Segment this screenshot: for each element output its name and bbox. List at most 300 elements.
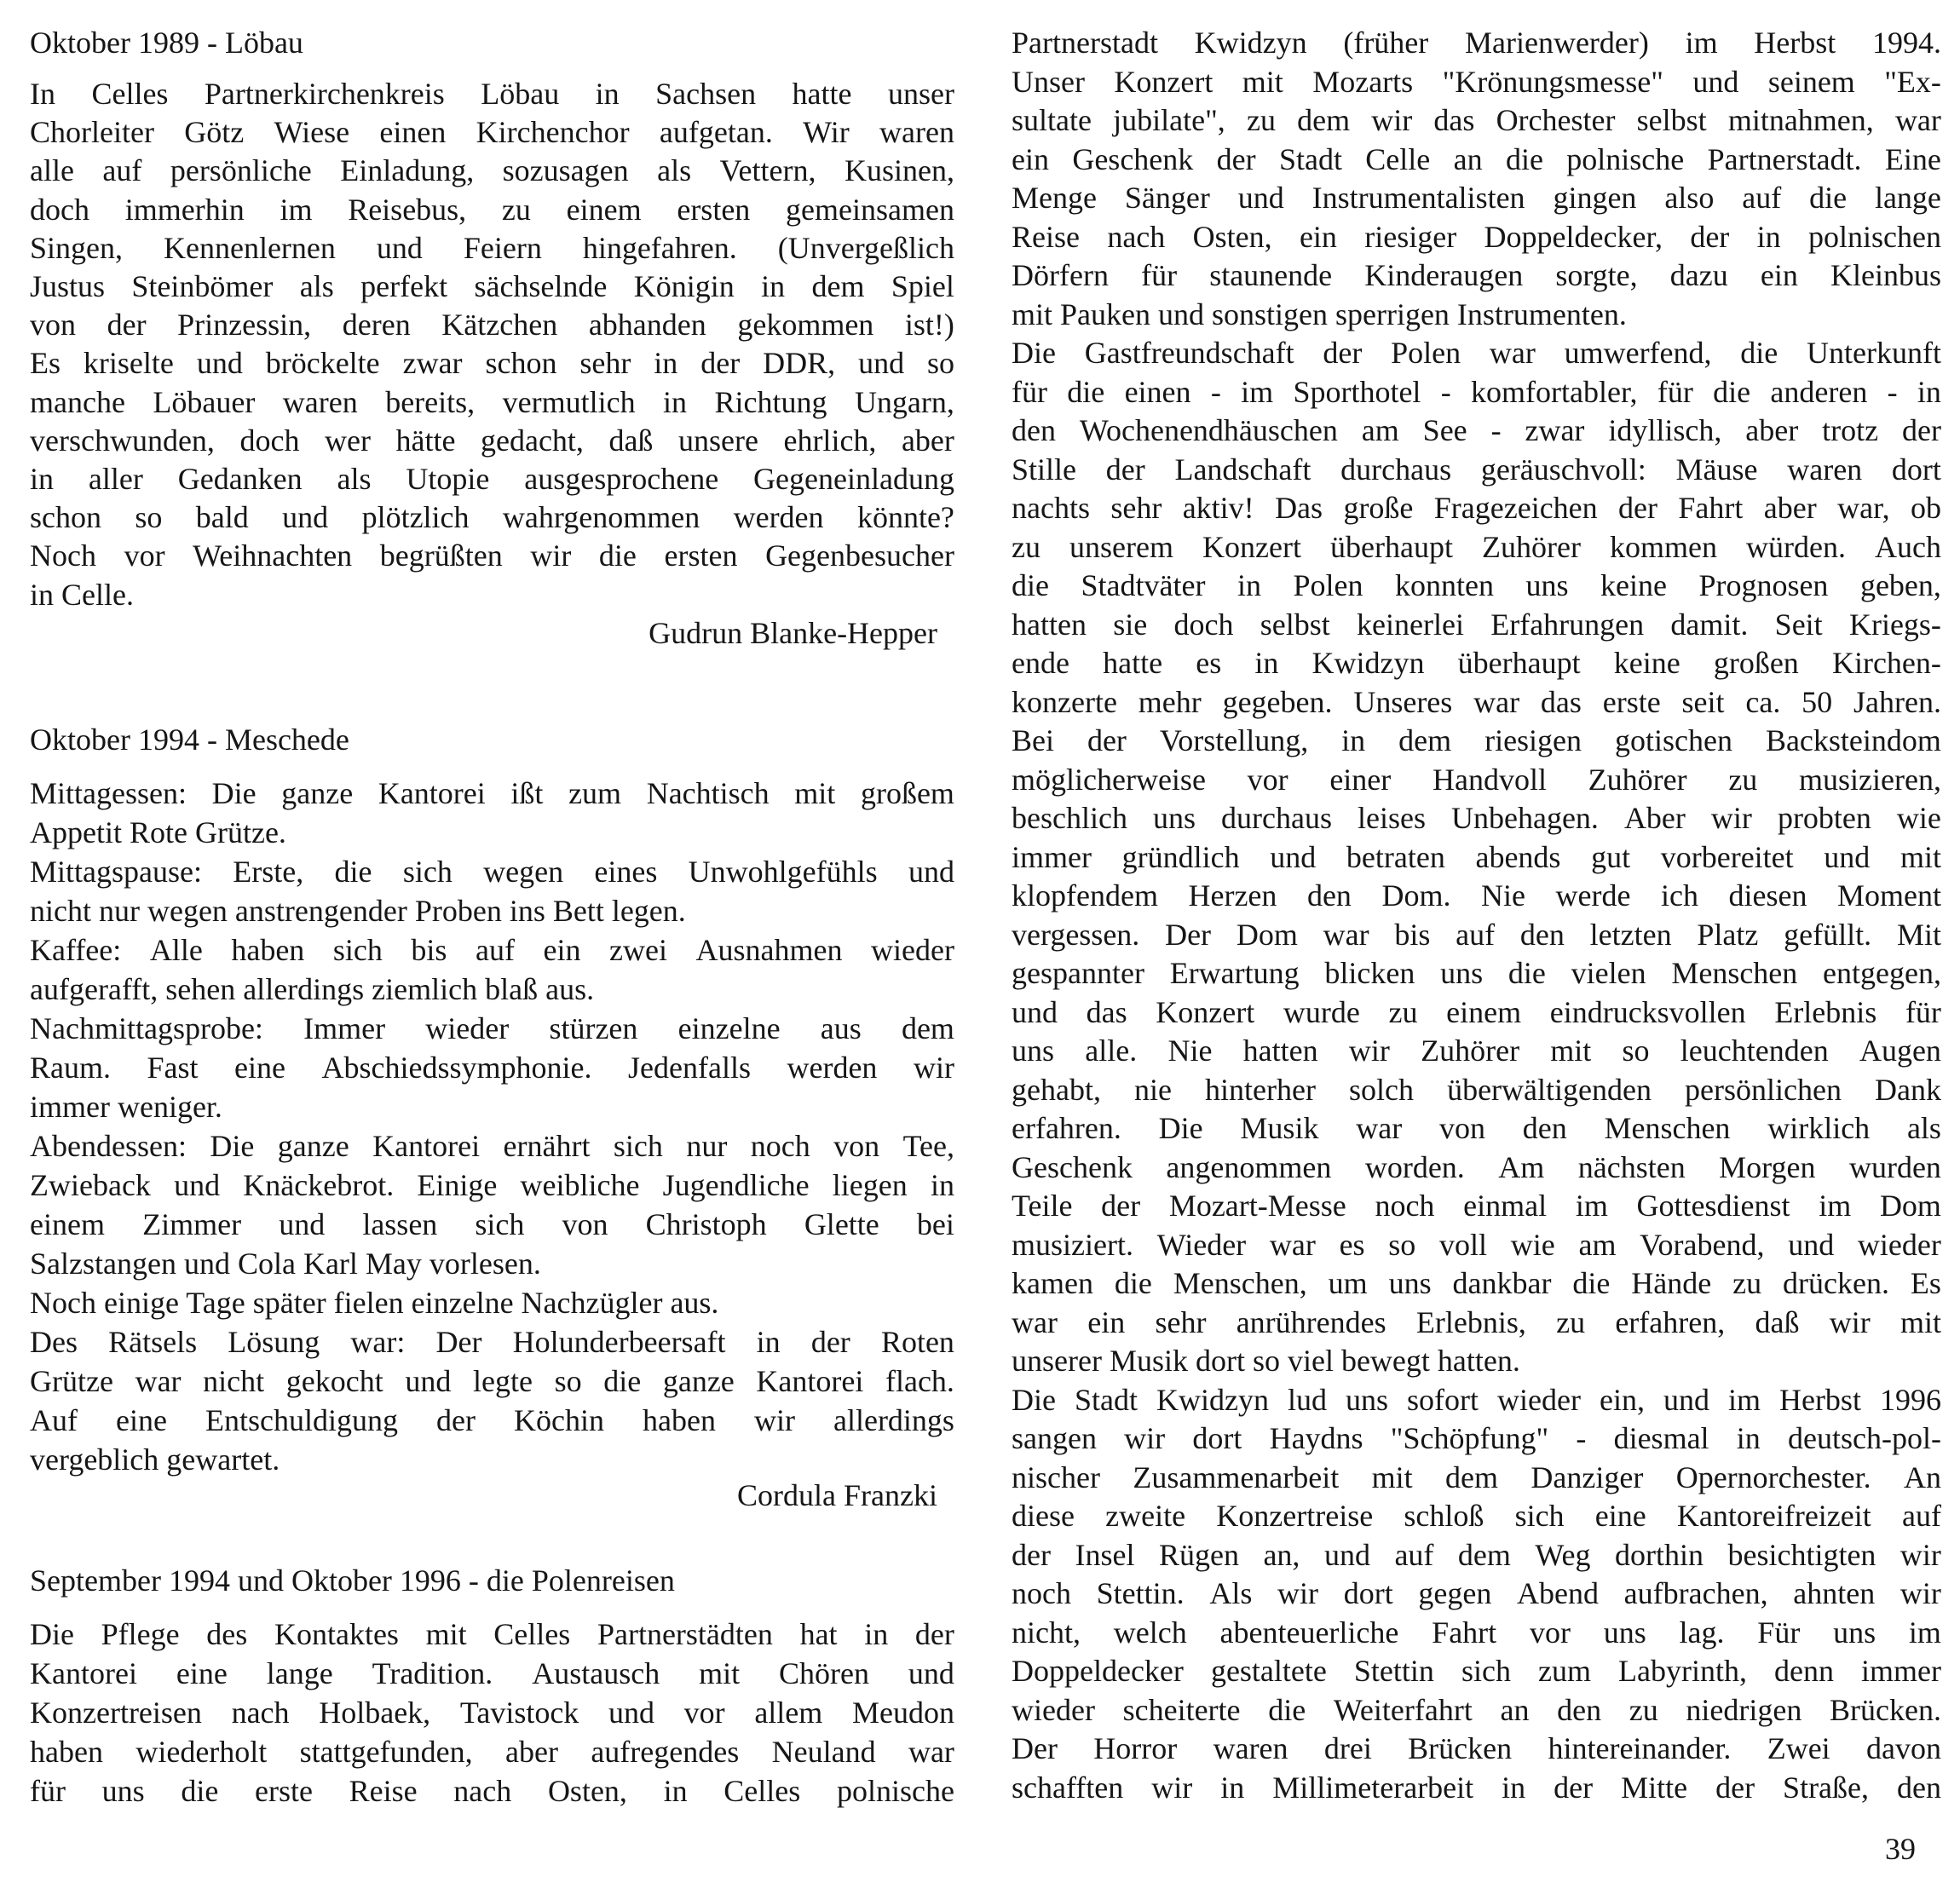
word: in	[1220, 1770, 1245, 1805]
word: im	[1727, 1383, 1761, 1417]
word: von	[833, 1129, 880, 1163]
word: Der	[435, 1325, 482, 1359]
word: Dörfern	[1012, 258, 1109, 292]
word: voll	[1439, 1228, 1488, 1262]
word: zum	[568, 776, 622, 810]
word: trotz	[1822, 413, 1879, 447]
word: an	[1500, 1693, 1530, 1727]
word: dort	[1343, 1576, 1393, 1610]
word: und	[376, 231, 423, 265]
body-text-line	[1012, 954, 1941, 993]
body-text-line	[1012, 838, 1941, 877]
word: Erwartung	[1169, 956, 1300, 990]
word: als	[337, 462, 372, 496]
body-text-line	[30, 229, 954, 268]
word: ein	[1012, 142, 1049, 176]
body-text-line	[1012, 1264, 1941, 1303]
word: Abend	[1517, 1576, 1599, 1610]
word: hätte	[395, 423, 456, 458]
word: nischer	[1012, 1460, 1100, 1494]
word: und	[1824, 840, 1871, 874]
word: Sachsen	[655, 77, 757, 111]
word: Opernorchester.	[1675, 1460, 1871, 1494]
word: Reise	[1012, 220, 1080, 254]
word: so	[1388, 1228, 1416, 1262]
word: flach.	[885, 1364, 954, 1398]
word: Menge	[1012, 181, 1097, 215]
word: einer	[1329, 763, 1392, 797]
word: die	[334, 855, 372, 889]
word: schloß	[1404, 1499, 1484, 1533]
word: also	[1664, 181, 1715, 215]
word: und	[174, 1168, 221, 1202]
word: nach	[453, 1774, 512, 1808]
word: sangen	[1012, 1421, 1097, 1455]
word: Die	[210, 1129, 255, 1163]
word: Einige	[417, 1168, 498, 1202]
word: 50	[1801, 685, 1833, 719]
word: auf	[1742, 181, 1782, 215]
word: jubilate",	[1113, 103, 1225, 137]
author-signature: Gudrun Blanke-Hepper	[649, 616, 937, 650]
word: Am	[1498, 1150, 1545, 1184]
word: der	[1690, 220, 1730, 254]
word: Mittagessen:	[30, 776, 187, 810]
word: doch	[239, 423, 300, 458]
word: nur	[686, 1129, 728, 1163]
word: Danziger	[1531, 1460, 1644, 1494]
word: Tradition.	[372, 1656, 493, 1690]
word: in	[663, 1774, 688, 1808]
word: uns	[101, 1774, 145, 1808]
word: nachts	[1012, 491, 1090, 525]
word: Partnerstadt	[1012, 26, 1158, 60]
body-text-line	[1012, 24, 1941, 62]
word: leuchtenden	[1680, 1034, 1829, 1068]
word: sehr	[1110, 491, 1162, 525]
word: uns	[1440, 956, 1484, 990]
word: so	[926, 346, 954, 380]
word: mit	[699, 1656, 741, 1690]
word: im	[1241, 375, 1274, 409]
word: nicht,	[1012, 1615, 1081, 1650]
word: wir	[1899, 1538, 1941, 1572]
word: auf	[475, 933, 515, 967]
word: "Ex-	[1884, 65, 1941, 99]
word: immerhin	[124, 193, 245, 227]
word: Hände	[1631, 1266, 1712, 1300]
word: Teile	[1012, 1189, 1073, 1223]
word: Moment	[1837, 878, 1941, 913]
body-text-line: in Celle.	[30, 578, 134, 612]
word: dort	[1192, 1421, 1242, 1455]
word: gut	[1591, 840, 1631, 874]
word: die	[598, 538, 637, 573]
word: ehrlich,	[783, 423, 877, 458]
word: in	[1341, 723, 1366, 757]
word: um	[1328, 1266, 1368, 1300]
word: könnte?	[856, 500, 954, 534]
word: damit.	[1670, 607, 1749, 642]
word: aller	[88, 462, 143, 496]
word: hatten	[1242, 1034, 1318, 1068]
word: Gottesdienst	[1636, 1189, 1790, 1223]
word: seinem	[1767, 65, 1855, 99]
word: dazu	[1669, 258, 1728, 292]
word: Kantorei	[30, 1656, 137, 1690]
word: in	[1502, 1770, 1526, 1805]
word: ganze	[277, 1129, 349, 1163]
word: aufgetan.	[659, 115, 773, 149]
word: zu	[501, 193, 531, 227]
word: Erlebnis	[1774, 995, 1877, 1029]
body-text-line	[1012, 606, 1941, 644]
word: Steinbömer	[131, 269, 274, 303]
word: ein	[1087, 1305, 1126, 1339]
word: sultate	[1012, 103, 1092, 137]
word: gründlich	[1121, 840, 1240, 874]
word: der	[1105, 452, 1145, 487]
body-text-line	[1012, 373, 1941, 412]
word: ca.	[1745, 685, 1781, 719]
body-text-line	[1012, 1575, 1941, 1613]
word: von	[1438, 1111, 1485, 1145]
word: die	[1114, 1266, 1152, 1300]
word: mit	[1899, 1305, 1941, 1339]
word: Erlebnis,	[1415, 1305, 1526, 1339]
word: und	[608, 1696, 654, 1730]
body-text-line	[30, 1694, 954, 1732]
word: Das	[1275, 491, 1323, 525]
word: im	[1908, 1615, 1941, 1650]
word: Mittagspause:	[30, 855, 202, 889]
word: nie	[1134, 1073, 1172, 1107]
word: welch	[1113, 1615, 1187, 1650]
word: sich	[1461, 1654, 1511, 1688]
word: mit	[1550, 1034, 1592, 1068]
word: im	[1685, 26, 1718, 60]
word: war	[908, 1735, 954, 1769]
author-signature: Cordula Franzki	[737, 1478, 937, 1512]
word: zu	[1388, 995, 1418, 1029]
body-text-line	[1012, 63, 1941, 101]
word: ein	[1299, 220, 1337, 254]
word: -	[1576, 1421, 1587, 1455]
word: gekommen	[737, 308, 874, 342]
word: Jedenfalls	[628, 1051, 751, 1085]
word: diesmal	[1613, 1421, 1709, 1455]
word: und	[1323, 1538, 1370, 1572]
word: der	[107, 308, 147, 342]
word: im	[1819, 1189, 1852, 1223]
word: deren	[342, 308, 411, 342]
word: Zwieback	[30, 1168, 151, 1202]
word: wir	[1899, 1576, 1941, 1610]
word: überhaupt	[1457, 646, 1581, 680]
word: sich	[613, 1129, 663, 1163]
word: geräuschvoll:	[1480, 452, 1646, 487]
word: bis	[1394, 918, 1431, 952]
word: Zuhörer	[1588, 763, 1687, 797]
word: daß	[608, 423, 654, 458]
word: Fast	[147, 1051, 199, 1085]
word: Doppeldecker	[1012, 1654, 1184, 1688]
word: sich	[475, 1207, 525, 1241]
word: Utopie	[406, 462, 490, 496]
word: Dank	[1875, 1073, 1941, 1107]
word: bei	[916, 1207, 954, 1241]
word: zwar	[1525, 413, 1585, 447]
word: hat	[799, 1617, 838, 1651]
word: Stettin	[1353, 1654, 1434, 1688]
word: Haydns	[1269, 1421, 1363, 1455]
word: der	[1554, 1770, 1594, 1805]
word: "Krönungsmesse"	[1442, 65, 1663, 99]
body-text-line	[1012, 1614, 1941, 1652]
word: kriselte	[83, 346, 174, 380]
word: Justus	[30, 269, 106, 303]
word: dorthin	[1614, 1538, 1703, 1572]
word: Abschiedssymphonie.	[321, 1051, 592, 1085]
word: war	[1894, 103, 1941, 137]
body-text-line	[30, 1166, 954, 1205]
word: einen	[379, 115, 447, 149]
word: Dom	[1236, 918, 1298, 952]
word: abhanden	[588, 308, 706, 342]
body-text-line	[1012, 1497, 1941, 1535]
word: ißt	[510, 776, 544, 810]
body-text-line	[30, 774, 954, 813]
word: weibliche	[520, 1168, 640, 1202]
word: Fahrt	[1678, 491, 1744, 525]
word: wieder	[1012, 1693, 1095, 1727]
word: der	[700, 346, 741, 380]
word: Tavistock	[459, 1696, 579, 1730]
word: dort	[1891, 452, 1941, 487]
word: aufbrachen,	[1623, 1576, 1768, 1610]
word: Kleinbus	[1830, 258, 1941, 292]
body-text-line	[1012, 334, 1941, 372]
word: in	[1736, 1421, 1761, 1455]
word: ein,	[1599, 1383, 1645, 1417]
body-text-line	[1012, 1032, 1941, 1070]
word: Fahrt	[1432, 1615, 1497, 1650]
word: deutsch-pol-	[1787, 1421, 1941, 1455]
body-text-line	[1012, 683, 1941, 722]
word: Chorleiter	[30, 115, 154, 149]
word: geben,	[1859, 568, 1941, 602]
word: Lösung	[228, 1325, 320, 1359]
word: Für	[1757, 1615, 1801, 1650]
word: Konzert	[1114, 65, 1213, 99]
word: werden	[787, 1051, 878, 1085]
word: wir	[530, 538, 572, 573]
word: Geschenk	[1072, 142, 1194, 176]
word: Auf	[30, 1403, 78, 1437]
word: Jahren.	[1853, 685, 1941, 719]
word: Musik	[1240, 1111, 1319, 1145]
word: Mitte	[1621, 1770, 1688, 1805]
word: gemeinsamen	[786, 193, 954, 227]
word: besichtigten	[1727, 1538, 1876, 1572]
word: ob	[1911, 491, 1941, 525]
word: Kirchen-	[1831, 646, 1941, 680]
word: von	[30, 308, 76, 342]
word: die	[1809, 181, 1848, 215]
word: Marienwerder)	[1464, 26, 1649, 60]
word: 1994.	[1871, 26, 1941, 60]
word: in	[30, 462, 55, 496]
word: ganze	[662, 1364, 735, 1398]
word: Kätzchen	[441, 308, 558, 342]
word: und	[279, 1207, 326, 1241]
word: würden.	[1745, 530, 1846, 564]
word: in	[864, 1617, 889, 1651]
word: den	[1306, 878, 1352, 913]
body-text-line	[30, 537, 954, 575]
word: Erfahrungen	[1490, 607, 1645, 642]
body-text-line	[30, 268, 954, 306]
body-text-line	[1012, 1381, 1941, 1419]
word: durchaus	[1340, 452, 1452, 487]
word: Unser	[1012, 65, 1085, 99]
word: war	[135, 1364, 182, 1398]
word: einem	[30, 1207, 105, 1241]
word: aktiv!	[1182, 491, 1254, 525]
word: ist!)	[904, 308, 954, 342]
word: im	[1575, 1189, 1608, 1223]
word: wir	[1151, 1770, 1193, 1805]
word: Glette	[804, 1207, 879, 1241]
page-number: 39	[1885, 1832, 1916, 1866]
word: und	[1012, 995, 1058, 1029]
body-text-line	[1012, 1149, 1941, 1187]
word: mitnahmen,	[1727, 103, 1874, 137]
body-text-line: Salzstangen und Cola Karl May vorlesen.	[30, 1247, 541, 1281]
word: von	[562, 1207, 608, 1241]
word: gingen	[1553, 181, 1637, 215]
word: Stille	[1012, 452, 1077, 487]
body-text-line	[1012, 1536, 1941, 1575]
word: als	[657, 153, 692, 187]
word: Die	[1012, 1383, 1056, 1417]
word: eine	[116, 1403, 167, 1437]
body-text-line	[1012, 528, 1941, 567]
word: Platz	[1697, 918, 1759, 952]
word: wir	[1829, 1305, 1871, 1339]
word: war	[1323, 918, 1369, 952]
word: doch	[30, 193, 89, 227]
word: haben	[231, 933, 305, 967]
word: blicken	[1324, 956, 1415, 990]
word: der	[914, 1617, 954, 1651]
section-heading: Oktober 1989 - Löbau	[30, 26, 303, 60]
body-text-line	[30, 1206, 954, 1244]
word: Jugendliche	[662, 1168, 810, 1202]
word: den	[1012, 413, 1056, 447]
word: idyllisch,	[1608, 413, 1722, 447]
word: solch	[1349, 1073, 1415, 1107]
word: Unbehagen.	[1450, 801, 1599, 835]
word: uns	[1012, 1034, 1055, 1068]
word: Nie	[1480, 878, 1525, 913]
word: sächselnde	[474, 269, 608, 303]
word: (früher	[1343, 26, 1429, 60]
word: lud	[1287, 1383, 1327, 1417]
word: großem	[860, 776, 954, 810]
word: konzerte	[1012, 685, 1117, 719]
word: -	[1490, 413, 1502, 447]
word: die	[181, 1774, 219, 1808]
word: sofort	[1407, 1383, 1479, 1417]
word: alle.	[1085, 1034, 1138, 1068]
word: davon	[1866, 1731, 1941, 1765]
word: Kriegs-	[1848, 607, 1941, 642]
word: ersten	[677, 193, 751, 227]
word: Konzertreise	[1216, 1499, 1374, 1533]
word: uns	[1833, 1615, 1876, 1650]
word: ausgesprochene	[524, 462, 719, 496]
word: keine	[1600, 568, 1667, 602]
word: polnische	[836, 1774, 954, 1808]
word: Es	[1910, 1266, 1941, 1300]
word: war	[1012, 1305, 1058, 1339]
word: der	[1618, 491, 1658, 525]
body-text-line	[30, 931, 954, 970]
word: wir	[1277, 1576, 1319, 1610]
body-text-line	[30, 422, 954, 460]
word: Löbauer	[153, 385, 256, 419]
word: nächsten	[1577, 1150, 1686, 1184]
word: niedrigen	[1686, 1693, 1802, 1727]
word: und	[1788, 1228, 1835, 1262]
word: hinterher	[1205, 1073, 1316, 1107]
word: für	[1657, 375, 1693, 409]
word: stattgefunden,	[299, 1735, 473, 1769]
word: vor	[124, 538, 165, 573]
word: einmal	[1463, 1189, 1548, 1223]
body-text-line	[30, 1010, 954, 1048]
word: war	[1489, 336, 1536, 370]
word: vor	[683, 1696, 725, 1730]
word: Labyrinth,	[1618, 1654, 1747, 1688]
word: zu	[1556, 1305, 1586, 1339]
word: für	[1012, 375, 1047, 409]
word: Menschen	[1671, 956, 1798, 990]
body-text-line	[30, 1733, 954, 1771]
word: gotischen	[1615, 723, 1732, 757]
word: Konzertreisen	[30, 1696, 202, 1730]
word: Kwidzyn	[1311, 646, 1425, 680]
body-text-line	[30, 1615, 954, 1654]
word: Wochenendhäuschen	[1079, 413, 1338, 447]
body-text-line	[30, 1402, 954, 1440]
word: war	[1473, 685, 1520, 719]
word: In	[30, 77, 55, 111]
word: sehr	[1155, 1305, 1207, 1339]
word: wie	[1510, 1228, 1555, 1262]
word: noch	[1012, 1576, 1071, 1610]
word: großen	[1713, 646, 1799, 680]
word: Der	[1012, 1731, 1058, 1765]
word: unsere	[677, 423, 758, 458]
word: Polen	[1391, 336, 1461, 370]
word: große	[1343, 491, 1414, 525]
word: vermutlich	[502, 385, 636, 419]
word: das	[1086, 995, 1127, 1029]
word: gestaltete	[1210, 1654, 1327, 1688]
body-text-line	[1012, 993, 1941, 1032]
